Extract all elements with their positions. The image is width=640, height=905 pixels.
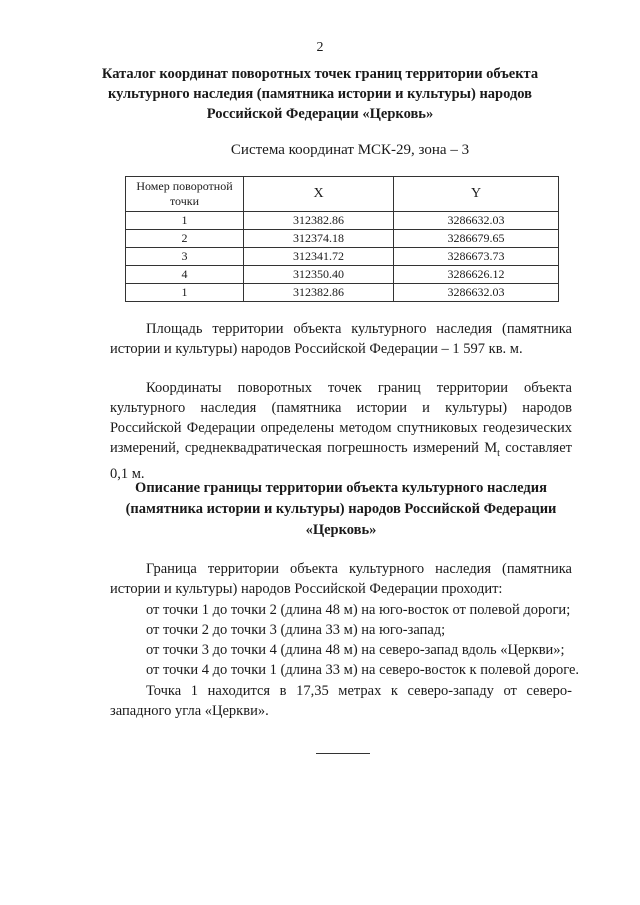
x-coordinate-cell: 312382.86 <box>244 212 394 230</box>
boundary-segment-line: от точки 3 до точки 4 (длина 48 м) на северо-запад вдоль «Церкви»; <box>146 642 565 658</box>
end-divider <box>316 753 370 754</box>
y-coordinate-cell: 3286673.73 <box>394 248 559 266</box>
point-number-cell: 2 <box>126 230 244 248</box>
method-subscript: t <box>497 447 500 459</box>
point-number-cell: 1 <box>126 212 244 230</box>
document-title: Каталог координат поворотных точек границ территории объекта культурного наследия (памятника истории и культуры) народов Российской Федерации «Церковь» <box>101 66 539 122</box>
column-header-point-number: Номер поворотной точки <box>126 177 244 212</box>
y-coordinate-cell: 3286679.65 <box>394 230 559 248</box>
method-paragraph <box>110 378 572 484</box>
method-text: Координаты поворотных точек границ территории объекта культурного наследия (памятника истории и культуры) народов Российской Федерации определены методом спутниковых геодезических измерений, среднеквадратическая погрешность измерений M <box>110 380 572 456</box>
point-number-cell: 1 <box>126 284 244 302</box>
point-number-cell: 4 <box>126 266 244 284</box>
boundary-segment-line: от точки 1 до точки 2 (длина 48 м) на юго-восток от полевой дороги; <box>146 602 571 618</box>
y-coordinate-cell: 3286632.03 <box>394 212 559 230</box>
area-paragraph: Площадь территории объекта культурного наследия (памятника истории и культуры) народов Российской Федерации – 1 597 кв. м. <box>110 321 572 357</box>
table-row <box>126 284 559 302</box>
boundary-segment-line: от точки 4 до точки 1 (длина 33 м) на северо-восток к полевой дороге. <box>146 662 580 678</box>
boundary-intro-paragraph: Граница территории объекта культурного наследия (памятника истории и культуры) народов Российской Федерации проходит: <box>110 561 572 597</box>
point-location-paragraph: Точка 1 находится в 17,35 метрах к северо-западу от северо-западного угла «Церкви». <box>110 683 572 719</box>
column-header-x: X <box>244 177 394 212</box>
point-number-cell: 3 <box>126 248 244 266</box>
page-number: 2 <box>316 40 324 55</box>
method-text-tail: составляет 0,1 м. <box>110 440 572 482</box>
table-row <box>126 230 559 248</box>
column-header-y: Y <box>394 177 559 212</box>
table-header-row <box>126 177 559 212</box>
x-coordinate-cell: 312382.86 <box>244 284 394 302</box>
coordinate-system-label: Система координат МСК-29, зона – 3 <box>230 142 470 158</box>
x-coordinate-cell: 312350.40 <box>244 266 394 284</box>
y-coordinate-cell: 3286632.03 <box>394 284 559 302</box>
y-coordinate-cell: 3286626.12 <box>394 266 559 284</box>
boundary-segment-line: от точки 2 до точки 3 (длина 33 м) на юго-запад; <box>146 622 446 638</box>
coordinates-table <box>125 176 559 302</box>
table-row <box>126 248 559 266</box>
x-coordinate-cell: 312341.72 <box>244 248 394 266</box>
x-coordinate-cell: 312374.18 <box>244 230 394 248</box>
table-row <box>126 212 559 230</box>
section-title: Описание границы территории объекта культурного наследия (памятника истории и культуры) народов Российской Федерации «Церковь» <box>125 480 557 538</box>
table-row <box>126 266 559 284</box>
